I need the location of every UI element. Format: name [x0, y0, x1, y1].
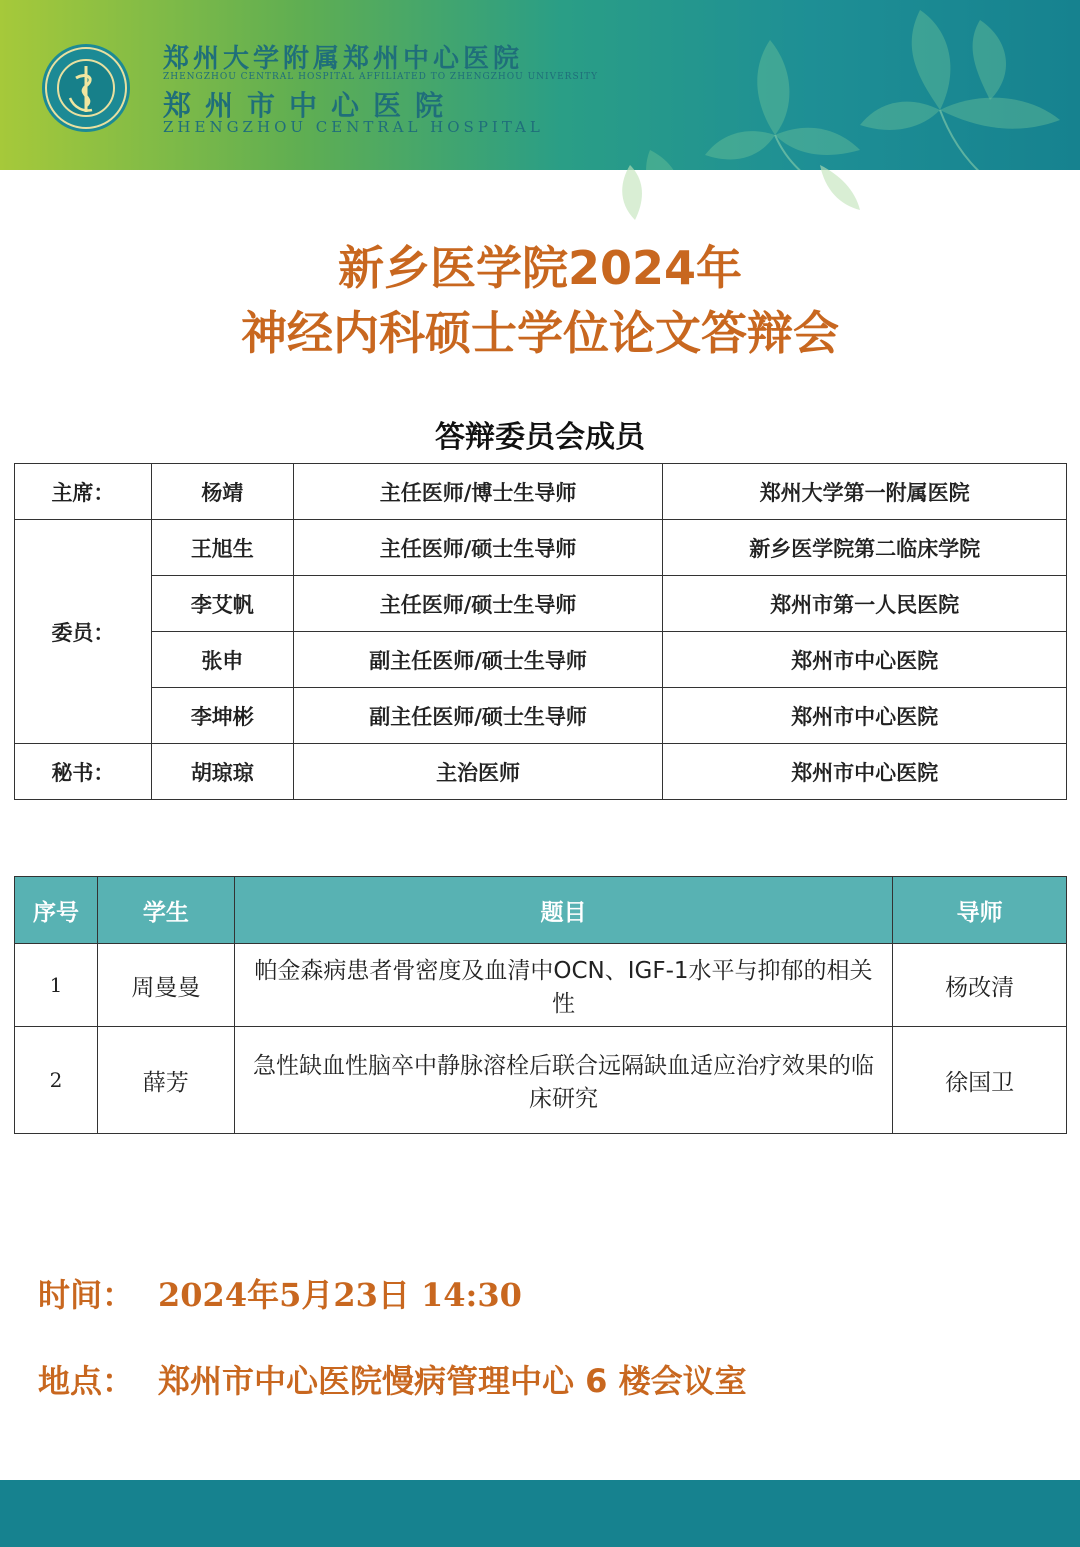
advisor-name: 徐国卫 [893, 1027, 1067, 1134]
member-title: 主任医师/博士生导师 [293, 464, 663, 520]
member-org: 郑州大学第一附属医院 [663, 464, 1067, 520]
committee-heading: 答辩委员会成员 [435, 420, 645, 455]
header-index: 序号 [15, 877, 98, 944]
member-org: 新乡医学院第二临床学院 [663, 520, 1067, 576]
member-name: 杨靖 [151, 464, 293, 520]
place-value: 郑州市中心医院慢病管理中心 6 楼会议室 [158, 1362, 747, 1400]
student-name: 薛芳 [97, 1027, 234, 1134]
committee-table [14, 463, 1067, 800]
event-time [38, 1270, 522, 1316]
header-student: 学生 [97, 877, 234, 944]
flower-stem-decoration [590, 165, 890, 225]
committee-row-secretary [15, 744, 1067, 800]
table-row [15, 944, 1067, 1027]
member-title: 主任医师/硕士生导师 [293, 576, 663, 632]
header-topic: 题目 [234, 877, 892, 944]
hospital-name-en: ZHENGZHOU CENTRAL HOSPITAL [163, 118, 544, 136]
page-title-line-2: 神经内科硕士学位论文答辩会 [241, 306, 839, 360]
time-label: 时间： [38, 1276, 135, 1314]
footer-bar [0, 1480, 1080, 1547]
student-name: 周曼曼 [97, 944, 234, 1027]
member-name: 胡琼琼 [151, 744, 293, 800]
member-title: 副主任医师/硕士生导师 [293, 632, 663, 688]
time-value: 2024年5月23日 14:30 [158, 1276, 522, 1314]
event-place [38, 1356, 747, 1402]
member-title: 主任医师/硕士生导师 [293, 520, 663, 576]
member-org: 郑州市中心医院 [663, 744, 1067, 800]
header-advisor: 导师 [893, 877, 1067, 944]
students-header-row [15, 877, 1067, 944]
row-index: 2 [15, 1027, 98, 1134]
member-name: 王旭生 [151, 520, 293, 576]
thesis-topic: 急性缺血性脑卒中静脉溶栓后联合远隔缺血适应治疗效果的临床研究 [234, 1027, 892, 1134]
role-label: 委员： [15, 520, 152, 744]
member-org: 郑州市中心医院 [663, 632, 1067, 688]
committee-row-member [15, 632, 1067, 688]
member-name: 李艾帆 [151, 576, 293, 632]
row-index: 1 [15, 944, 98, 1027]
role-label: 秘书： [15, 744, 152, 800]
students-table [14, 876, 1067, 1134]
magnolia-flower-decoration [560, 0, 1080, 170]
member-name: 李坤彬 [151, 688, 293, 744]
advisor-name: 杨改清 [893, 944, 1067, 1027]
committee-row-chair [15, 464, 1067, 520]
page-title-line-1: 新乡医学院2024年 [337, 241, 743, 295]
member-org: 郑州市中心医院 [663, 688, 1067, 744]
hospital-name-cn: 郑州市中心医院 [163, 89, 458, 122]
role-label: 主席： [15, 464, 152, 520]
hospital-seal-logo [40, 42, 132, 134]
thesis-topic: 帕金森病患者骨密度及血清中OCN、IGF-1水平与抑郁的相关性 [234, 944, 892, 1027]
hospital-name-en-affiliated: ZHENGZHOU CENTRAL HOSPITAL AFFILIATED TO ZHENGZHOU UNIVERSITY [163, 72, 599, 82]
table-row [15, 1027, 1067, 1134]
member-title: 副主任医师/硕士生导师 [293, 688, 663, 744]
member-title: 主治医师 [293, 744, 663, 800]
member-org: 郑州市第一人民医院 [663, 576, 1067, 632]
header-banner [0, 0, 1080, 170]
hospital-name-cn-affiliated: 郑州大学附属郑州中心医院 [163, 44, 524, 74]
place-label: 地点： [38, 1362, 135, 1400]
committee-row-member [15, 576, 1067, 632]
member-name: 张申 [151, 632, 293, 688]
committee-row-member [15, 520, 1067, 576]
committee-row-member [15, 688, 1067, 744]
